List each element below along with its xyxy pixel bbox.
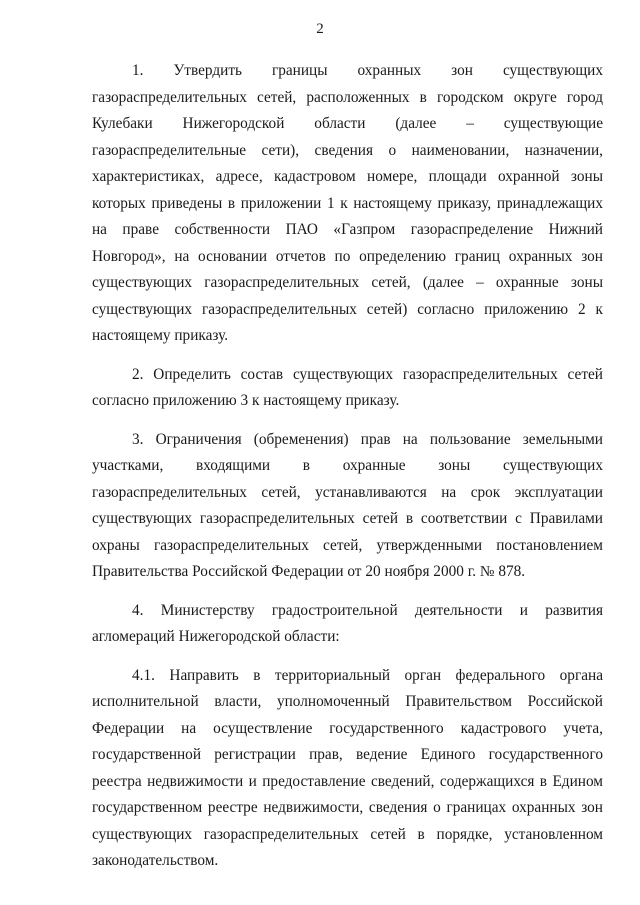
paragraph-4-ministry: 4. Министерству градостроительной деятельности и развития агломераций Нижегородской области: xyxy=(92,601,603,645)
paragraph-1-approve-boundaries: 1. Утвердить границы охранных зон существующих газораспределительных сетей, расположенных в городском округе город Кулебаки Нижегородской области (далее – существующие газораспределительные сети), сведения о наименовании, назначении, характеристиках, адресе, кадастровом номере, площади охранной зоны которых приведены в приложении 1 к настоящему приказу, принадлежащих на праве собственности ПАО «Газпром газораспределение Нижний Новгород», на основании отчетов по определению границ охранных зон существующих газораспределительных сетей, (далее – охранные зоны существующих газораспределительных сетей) согласно приложению 2 к настоящему приказу. xyxy=(92,62,603,344)
paragraph-3-restrictions: 3. Ограничения (обременения) прав на пользование земельными участками, входящими в охранные зоны существующих газораспределительных сетей, устанавливаются на срок эксплуатации существующих газораспределительных сетей в соответствии с Правилами охраны газораспределительных сетей, утвержденными постановлением Правительства Российской Федерации от 20 ноября 2000 г. № 878. xyxy=(92,430,603,580)
paragraph-2-define-composition: 2. Определить состав существующих газораспределительных сетей согласно приложению 3 к настоящему приказу. xyxy=(92,365,603,409)
paragraph-4-1-send-information: 4.1. Направить в территориальный орган федерального органа исполнительной власти, уполномоченный Правительством Российской Федерации на осуществление государственного кадастрового учета, государственной регистрации прав, ведение Единого государственного реестра недвижимости и предоставление сведений, содержащихся в Едином государственном реестре недвижимости, сведения о границах охранных зон существующих газораспределительных сетей в порядке, установленном законодательством. xyxy=(92,666,603,869)
page-number: 2 xyxy=(316,21,324,37)
document-body xyxy=(92,58,603,887)
